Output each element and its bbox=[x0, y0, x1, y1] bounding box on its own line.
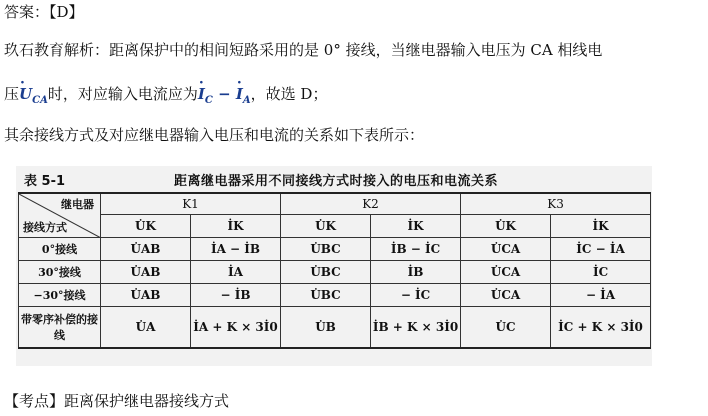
table-cell: İB + K × 3İ0 bbox=[371, 307, 461, 349]
group-header-k3: K3 bbox=[461, 193, 651, 215]
table-cell: İC − İA bbox=[551, 238, 651, 261]
kaodian-line: 【考点】距离保护继电器接线方式 bbox=[4, 392, 230, 410]
row-label: 0°接线 bbox=[19, 238, 101, 261]
row-label: 30°接线 bbox=[19, 261, 101, 284]
table-cell: U̇CA bbox=[461, 238, 551, 261]
table-cell: U̇AB bbox=[101, 261, 191, 284]
table-row bbox=[19, 261, 651, 284]
table-cell: − İB bbox=[191, 284, 281, 307]
table-cell: İB − İC bbox=[371, 238, 461, 261]
table-cell: − İA bbox=[551, 284, 651, 307]
relay-table-grid bbox=[18, 192, 651, 349]
table-cell: İA + K × 3İ0 bbox=[191, 307, 281, 349]
group-header-k2: K2 bbox=[281, 193, 461, 215]
row-label: −30°接线 bbox=[19, 284, 101, 307]
subheader-cell: İK bbox=[191, 215, 281, 238]
table-cell: U̇C bbox=[461, 307, 551, 349]
answer-line: 答案：【D】 bbox=[4, 3, 84, 21]
corner-top-label: 继电器 bbox=[61, 198, 94, 211]
table-cell: U̇B bbox=[281, 307, 371, 349]
analysis-line-1: 玖石教育解析：距离保护中的相间短路采用的是 0° 接线，当继电器输入电压为 CA 相线电 bbox=[4, 41, 603, 59]
table-cell: İC + K × 3İ0 bbox=[551, 307, 651, 349]
table-corner-cell bbox=[19, 193, 101, 238]
analysis-line-2-suffix: ，故选 D； bbox=[250, 85, 328, 103]
group-header-k1: K1 bbox=[101, 193, 281, 215]
analysis-line-2-mid: 时，对应输入电流应为 bbox=[47, 85, 198, 103]
subheader-cell: U̇K bbox=[101, 215, 191, 238]
table-cell: U̇BC bbox=[281, 284, 371, 307]
current-expression-symbol: · $I_C$ − · $I_A$ bbox=[198, 85, 251, 103]
table-title: 距离继电器采用不同接线方式时接入的电压和电流关系 bbox=[174, 174, 499, 189]
table-cell: U̇A bbox=[101, 307, 191, 349]
analysis-line-3: 其余接线方式及对应继电器输入电压和电流的关系如下表所示： bbox=[4, 126, 425, 144]
table-cell: U̇CA bbox=[461, 284, 551, 307]
table-cell: U̇AB bbox=[101, 238, 191, 261]
table-cell: U̇BC bbox=[281, 238, 371, 261]
subheader-cell: U̇K bbox=[461, 215, 551, 238]
subheader-cell: İK bbox=[371, 215, 461, 238]
subheader-cell: U̇K bbox=[281, 215, 371, 238]
table-cell: İB bbox=[371, 261, 461, 284]
table-cell: İA bbox=[191, 261, 281, 284]
table-cell: U̇AB bbox=[101, 284, 191, 307]
table-cell: İC bbox=[551, 261, 651, 284]
table-row bbox=[19, 284, 651, 307]
table-cell: U̇CA bbox=[461, 261, 551, 284]
table-cell: İA − İB bbox=[191, 238, 281, 261]
subheader-cell: İK bbox=[551, 215, 651, 238]
row-label: 带零序补偿的接线 bbox=[19, 307, 101, 349]
analysis-line-2 bbox=[4, 84, 327, 111]
corner-bottom-label: 接线方式 bbox=[23, 221, 67, 234]
table-row bbox=[19, 238, 651, 261]
table-cell: U̇BC bbox=[281, 261, 371, 284]
analysis-line-2-prefix: 压 bbox=[4, 85, 20, 103]
relay-wiring-table bbox=[16, 166, 652, 366]
table-cell: − İC bbox=[371, 284, 461, 307]
voltage-uca-symbol: · $U_{CA}$ bbox=[19, 85, 48, 103]
table-row bbox=[19, 307, 651, 349]
table-number: 表 5-1 bbox=[24, 174, 66, 189]
